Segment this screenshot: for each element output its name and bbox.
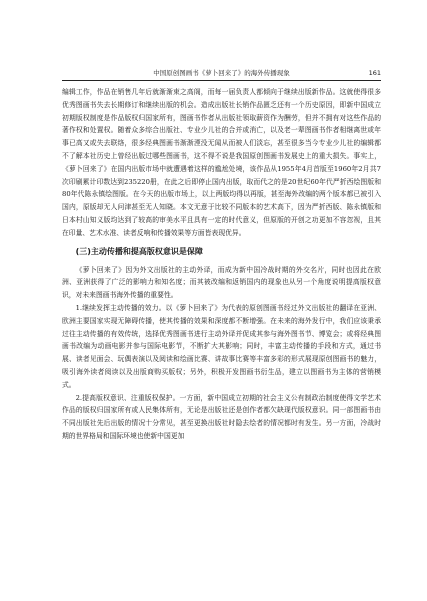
body-paragraph: 2.提高版权意识、注重版权保护。一方面，新中国成立初期的社会主义公有制政治制度使得文学艺术作品的版权归国家所有或人民集体所有，无论是出版社还是创作者都欠缺现代版权意识。同一部图画书由不同出版社先后出版的情况十分常见，甚至更换出版社时隐去绘者的情况都时有发生。另一方面，冷战时期的世界格局和国际环境也使新中国更加 [62,393,381,440]
body-paragraph: 《萝卜回来了》因为外文出版社的主动外译，而成为新中国冷战时期的外交名片，同时也因此在欧洲、亚洲获得了广泛的影响力和知名度；而其被改编和返销国内的现象也从另一个角度说明提高版权意识，对未来图画书海外传播的重要性。 [62,265,381,300]
running-title: 中国原创图画书《萝卜回来了》的海外传播现象 [153,69,290,77]
body-paragraph: 编辑工作，作品在销售几年后就渐渐束之高阁，而每一届负责人都倾向于继续出版新作品。这就使得很多优秀图画书失去长期修订和继续出版的机会。造成出版社长销作品匮乏还有一个历史原因，即新中国成立初期版权制度是作品版权归国家所有，图画书作者从出版社领取薪资作为酬劳，但并不拥有对这些作品的著作权和处置权。随着众多综合出版社、专业少儿社的合并或消亡，以及老一辈图画书作者相继离世或年事已高又或失去联络，很多经典图画书渐渐湮没无闻从而被人们淡忘，甚至很多当今专业少儿社的编辑都不了解本社历史上曾经出版过哪些图画书，这不得不说是我国原创图画书发展史上的重大损失。事实上，《萝卜回来了》在国内出版市场中就遭遇着这样的尴尬处境，该作品从1955年4月首版至1960年2月共7次印刷累计印数达到235220册，在此之后即停止国内出版，取而代之的是20世纪60年代严折西绘图版和80年代陈永镇绘图版。在今天的出版市场上，以上两版均得以再版，甚至海外改编的两个版本都已被引入国内，原版却无人问津甚至无人知晓。本文无意于比较不同版本的艺术高下，因为严折西版、陈永镇版和日本村山知义版均达到了较高的审美水平且具有一定的时代意义，但原版的开创之功更加不容忽视，且其在印量、艺术水准、读者反响和传播效果等方面皆表现优异。 [62,88,381,237]
page-number: 161 [368,69,381,77]
body-paragraph: 1.继续发挥主动传播的效力。以《萝卜回来了》为代表的原创图画书经过外文出版社的翻译在亚洲、欧洲主要国家实现无障碍传播，使其传播的效果和深度都不断增强。在未来的海外发行中，我们应该秉承过往主动传播的有效传统，选择优秀图画书进行主动外译并促成其参与海外图书节、博览会；或将经典图画书改编为动画电影并参与国际电影节，不断扩大其影响；同时，丰富主动传播的手段和方式，通过书展、读者见面会、玩偶表演以及阅读和绘画比赛、讲故事比赛等丰富多彩的形式展现原创图画书的魅力，吸引海外读者阅读以及出版商购买版权；另外，积极开发图画书衍生品，建立以图画书为主体的营销模式。 [62,303,381,389]
section-heading: (三)主动传播和提高版权意识是保障 [75,246,203,256]
running-header [62,66,381,81]
page-body [62,86,381,565]
